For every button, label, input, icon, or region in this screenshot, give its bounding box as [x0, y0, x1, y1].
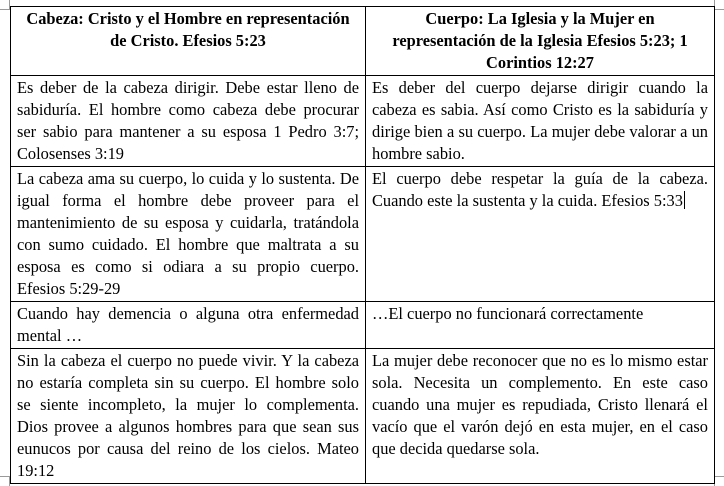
header-cell-cabeza[interactable]: Cabeza: Cristo y el Hombre en representación de Cristo. Efesios 5:23	[11, 7, 366, 76]
table-cell[interactable]: La mujer debe reconocer que no es lo mismo estar sola. Necesita un complemento. En este caso cuando una mujer es repudiada, Cristo llenará el vacío que el varón dejó en esta mujer, en el caso que decida quedarse sola.	[366, 349, 715, 484]
table-row	[11, 76, 715, 167]
page-corner-mark	[0, 476, 10, 486]
table-cell[interactable]: Es deber del cuerpo dejarse dirigir cuando la cabeza es sabia. Así como Cristo es la sabiduría y dirige bien a su cuerpo. La mujer debe valorar a un hombre sabio.	[366, 76, 715, 167]
table-row	[11, 302, 715, 349]
table-header-row	[11, 7, 715, 76]
page-corner-mark	[0, 0, 10, 10]
text-cursor	[684, 191, 685, 209]
table-row	[11, 349, 715, 484]
table-cell[interactable]: …El cuerpo no funcionará correctamente	[366, 302, 715, 349]
header-cell-cuerpo[interactable]: Cuerpo: La Iglesia y la Mujer en representación de la Iglesia Efesios 5:23; 1 Corintios 12:27	[366, 7, 715, 76]
table-cell[interactable]: Sin la cabeza el cuerpo no puede vivir. Y la cabeza no estaría completa sin su cuerpo. El hombre solo se siente incompleto, la mujer lo complementa. Dios provee a algunos hombres para que sean sus eunucos por causa del reino de los cielos. Mateo 19:12	[11, 349, 366, 484]
cell-text: El cuerpo debe respetar la guía de la cabeza. Cuando este la sustenta y la cuida. Efesios 5:33	[372, 169, 708, 210]
table-cell[interactable]: La cabeza ama su cuerpo, lo cuida y lo sustenta. De igual forma el hombre debe proveer para el mantenimiento de su esposa y cuidarla, tratándola con sumo cuidado. El hombre que maltrata a su esposa es como si odiara a su propio cuerpo. Efesios 5:29-29	[11, 167, 366, 302]
table-cell[interactable]	[366, 167, 715, 302]
table-cell[interactable]: Cuando hay demencia o alguna otra enfermedad mental …	[11, 302, 366, 349]
comparison-table	[10, 6, 715, 484]
page-corner-mark	[714, 0, 724, 10]
page-corner-mark	[714, 476, 724, 486]
table-row	[11, 167, 715, 302]
table-cell[interactable]: Es deber de la cabeza dirigir. Debe estar lleno de sabiduría. El hombre como cabeza debe procurar ser sabio para mantener a su esposa 1 Pedro 3:7; Colosenses 3:19	[11, 76, 366, 167]
